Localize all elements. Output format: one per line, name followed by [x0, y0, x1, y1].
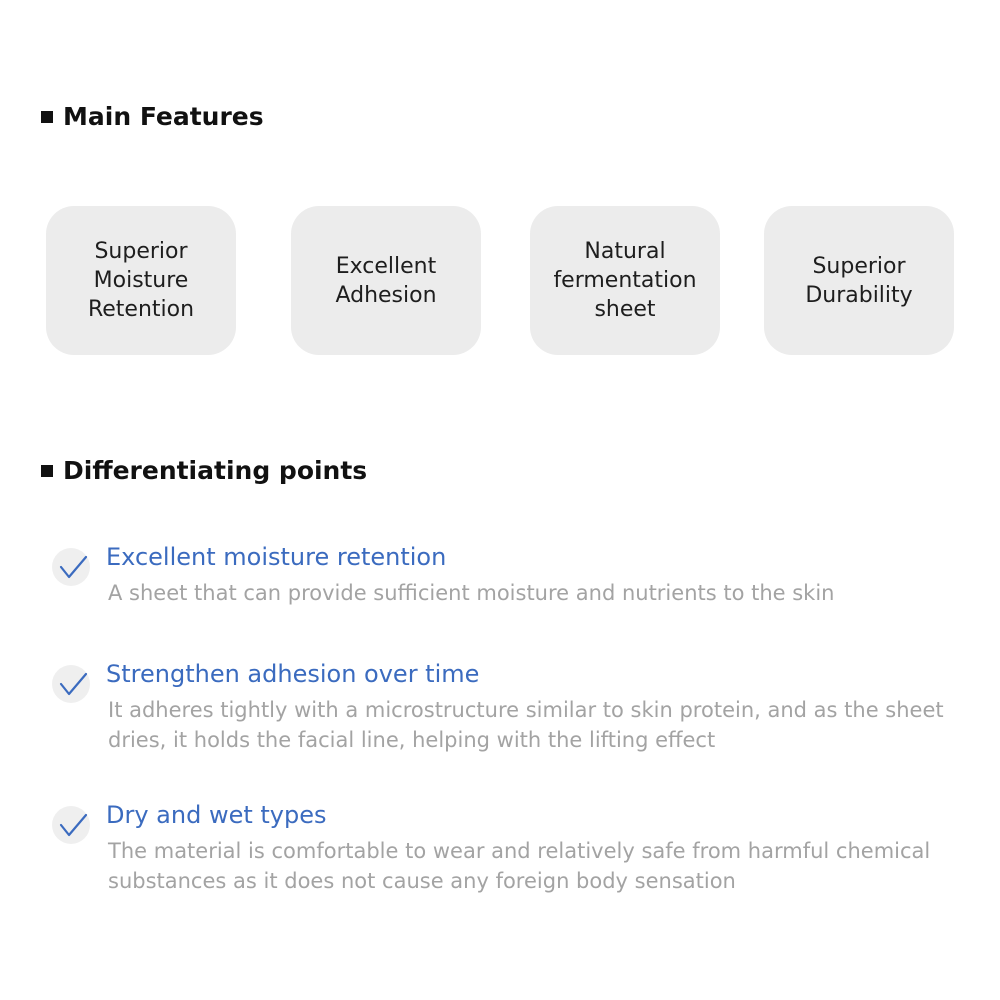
- feature-card-adhesion: [291, 206, 481, 355]
- square-bullet-icon: [41, 465, 53, 477]
- square-bullet-icon: [41, 111, 53, 123]
- point-title: Strengthen adhesion over time: [106, 660, 480, 688]
- main-features-heading: [41, 102, 264, 131]
- point-description: The material is comfortable to wear and relatively safe from harmful chemical substances as it does not cause any foreign body sensation: [108, 839, 931, 893]
- feature-card-label: Superior Durability: [805, 253, 913, 308]
- checkmark-icon: [52, 665, 90, 703]
- main-features-heading-text: Main Features: [63, 102, 264, 131]
- feature-card-durability: [764, 206, 954, 355]
- point-description: A sheet that can provide sufficient moisture and nutrients to the skin: [108, 581, 835, 605]
- point-description: It adheres tightly with a microstructure similar to skin protein, and as the sheet dries, it holds the facial line, helping with the lifting effect: [108, 698, 944, 752]
- checkmark-icon: [52, 548, 90, 586]
- differentiating-points-heading-text: Differentiating points: [63, 456, 368, 485]
- feature-card-label: Superior Moisture Retention: [87, 239, 195, 322]
- feature-card-fermentation-sheet: [530, 206, 720, 355]
- differentiating-points-heading: [41, 456, 367, 485]
- point-title: Excellent moisture retention: [106, 543, 447, 571]
- checkmark-icon: [52, 806, 90, 844]
- feature-card-label: Excellent Adhesion: [335, 253, 437, 308]
- point-title: Dry and wet types: [106, 801, 327, 829]
- feature-card-moisture-retention: [46, 206, 236, 355]
- feature-card-label: Natural fermentation sheet: [553, 239, 697, 322]
